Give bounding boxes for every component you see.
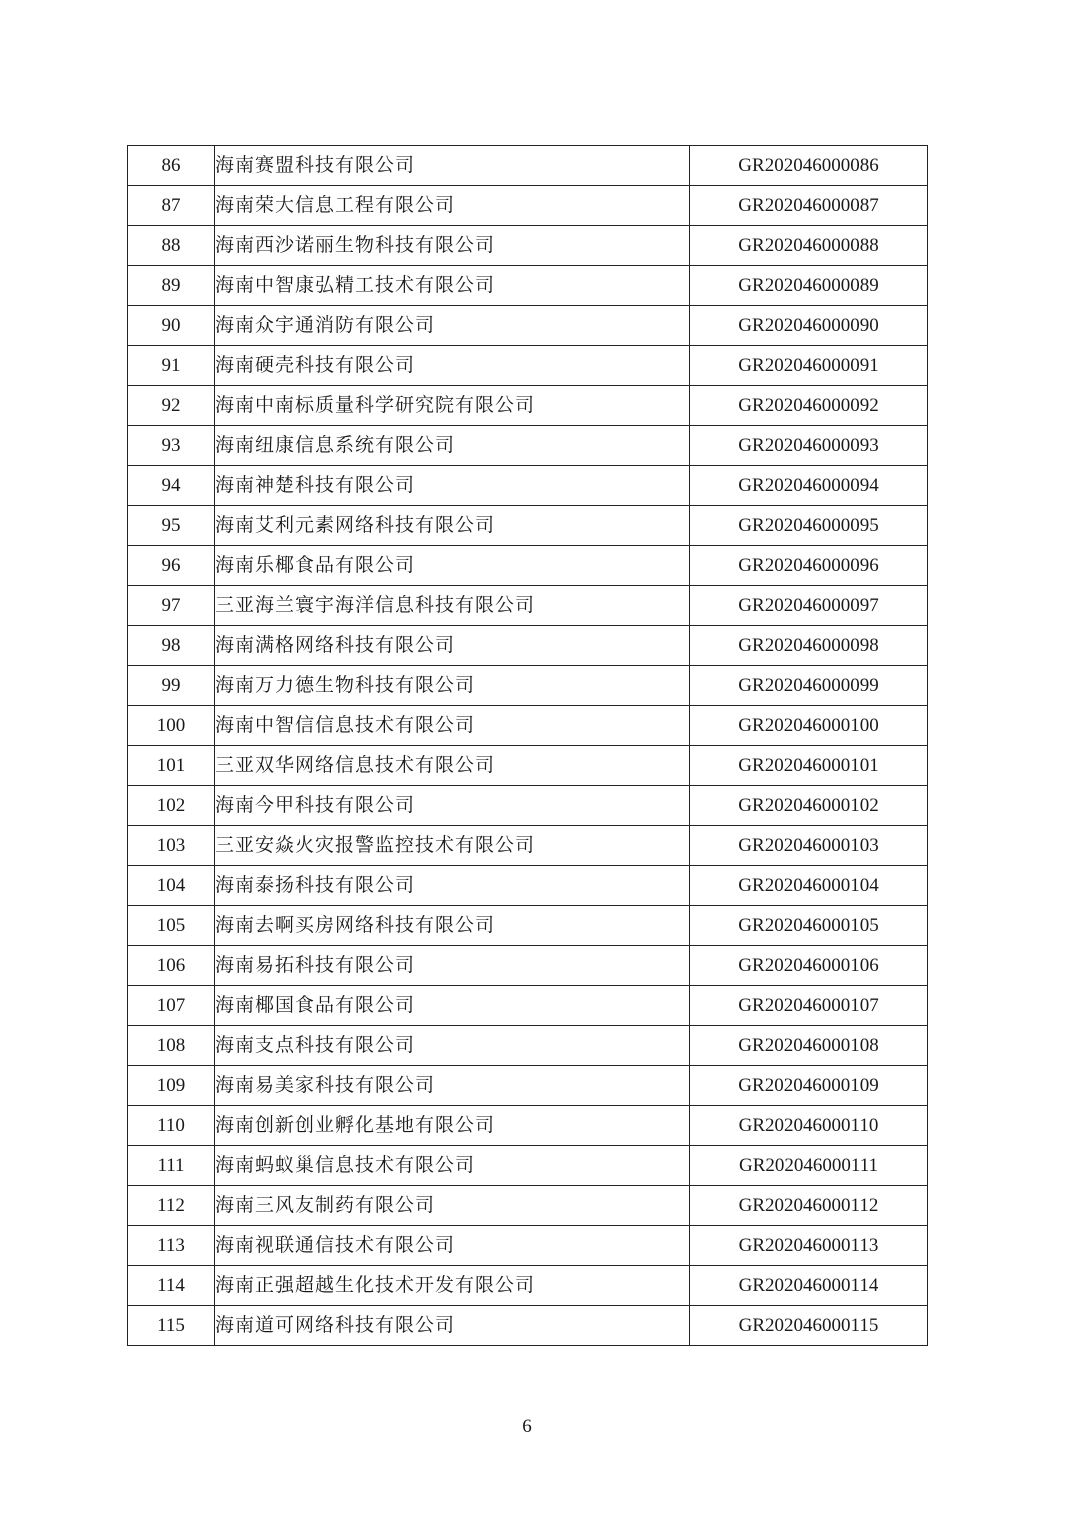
certificate-code: GR202046000114 (690, 1266, 928, 1306)
company-name: 海南万力德生物科技有限公司 (215, 666, 690, 706)
row-number: 103 (128, 826, 215, 866)
certificate-code: GR202046000102 (690, 786, 928, 826)
table-row (128, 546, 928, 586)
company-name: 海南中智康弘精工技术有限公司 (215, 266, 690, 306)
row-number: 113 (128, 1226, 215, 1266)
certificate-code: GR202046000098 (690, 626, 928, 666)
table-row (128, 506, 928, 546)
company-name: 海南艾利元素网络科技有限公司 (215, 506, 690, 546)
company-name: 海南去啊买房网络科技有限公司 (215, 906, 690, 946)
table-row (128, 706, 928, 746)
row-number: 94 (128, 466, 215, 506)
row-number: 99 (128, 666, 215, 706)
row-number: 90 (128, 306, 215, 346)
company-table (127, 145, 928, 1346)
company-name: 海南西沙诺丽生物科技有限公司 (215, 226, 690, 266)
table-row (128, 826, 928, 866)
company-name: 海南中南标质量科学研究院有限公司 (215, 386, 690, 426)
table-row (128, 226, 928, 266)
certificate-code: GR202046000104 (690, 866, 928, 906)
row-number: 95 (128, 506, 215, 546)
certificate-code: GR202046000094 (690, 466, 928, 506)
row-number: 89 (128, 266, 215, 306)
row-number: 104 (128, 866, 215, 906)
table-row (128, 666, 928, 706)
certificate-code: GR202046000086 (690, 146, 928, 186)
certificate-code: GR202046000089 (690, 266, 928, 306)
company-name: 海南硬壳科技有限公司 (215, 346, 690, 386)
certificate-code: GR202046000115 (690, 1306, 928, 1346)
company-name: 海南视联通信技术有限公司 (215, 1226, 690, 1266)
table-row (128, 466, 928, 506)
table-row (128, 906, 928, 946)
company-name: 海南易美家科技有限公司 (215, 1066, 690, 1106)
certificate-code: GR202046000106 (690, 946, 928, 986)
row-number: 98 (128, 626, 215, 666)
row-number: 115 (128, 1306, 215, 1346)
table-row (128, 1026, 928, 1066)
company-name: 海南荣大信息工程有限公司 (215, 186, 690, 226)
certificate-code: GR202046000091 (690, 346, 928, 386)
certificate-code: GR202046000108 (690, 1026, 928, 1066)
certificate-code: GR202046000105 (690, 906, 928, 946)
table-row (128, 186, 928, 226)
table-row (128, 746, 928, 786)
certificate-code: GR202046000092 (690, 386, 928, 426)
company-name: 海南支点科技有限公司 (215, 1026, 690, 1066)
company-name: 海南满格网络科技有限公司 (215, 626, 690, 666)
company-name: 海南创新创业孵化基地有限公司 (215, 1106, 690, 1146)
table-row (128, 1186, 928, 1226)
table-row (128, 786, 928, 826)
certificate-code: GR202046000088 (690, 226, 928, 266)
row-number: 114 (128, 1266, 215, 1306)
row-number: 106 (128, 946, 215, 986)
company-name: 海南正强超越生化技术开发有限公司 (215, 1266, 690, 1306)
company-name: 海南道可网络科技有限公司 (215, 1306, 690, 1346)
certificate-code: GR202046000097 (690, 586, 928, 626)
table-row (128, 346, 928, 386)
table-row (128, 1066, 928, 1106)
company-name: 海南神楚科技有限公司 (215, 466, 690, 506)
certificate-code: GR202046000099 (690, 666, 928, 706)
row-number: 108 (128, 1026, 215, 1066)
company-name: 海南赛盟科技有限公司 (215, 146, 690, 186)
table-row (128, 306, 928, 346)
table-row (128, 1146, 928, 1186)
row-number: 101 (128, 746, 215, 786)
row-number: 111 (128, 1146, 215, 1186)
certificate-code: GR202046000109 (690, 1066, 928, 1106)
certificate-code: GR202046000113 (690, 1226, 928, 1266)
row-number: 91 (128, 346, 215, 386)
company-name: 海南泰扬科技有限公司 (215, 866, 690, 906)
certificate-code: GR202046000093 (690, 426, 928, 466)
company-table-body (128, 146, 928, 1346)
company-name: 海南乐椰食品有限公司 (215, 546, 690, 586)
certificate-code: GR202046000103 (690, 826, 928, 866)
company-name: 海南三风友制药有限公司 (215, 1186, 690, 1226)
row-number: 86 (128, 146, 215, 186)
table-row (128, 586, 928, 626)
table-row (128, 866, 928, 906)
certificate-code: GR202046000107 (690, 986, 928, 1026)
table-row (128, 426, 928, 466)
table-row (128, 946, 928, 986)
company-name: 三亚双华网络信息技术有限公司 (215, 746, 690, 786)
row-number: 97 (128, 586, 215, 626)
table-row (128, 986, 928, 1026)
row-number: 93 (128, 426, 215, 466)
company-name: 三亚安焱火灾报警监控技术有限公司 (215, 826, 690, 866)
row-number: 107 (128, 986, 215, 1026)
company-name: 海南中智信信息技术有限公司 (215, 706, 690, 746)
row-number: 110 (128, 1106, 215, 1146)
certificate-code: GR202046000101 (690, 746, 928, 786)
company-name: 海南蚂蚁巢信息技术有限公司 (215, 1146, 690, 1186)
row-number: 87 (128, 186, 215, 226)
row-number: 92 (128, 386, 215, 426)
certificate-code: GR202046000096 (690, 546, 928, 586)
certificate-code: GR202046000095 (690, 506, 928, 546)
certificate-code: GR202046000110 (690, 1106, 928, 1146)
page-number: 6 (522, 1416, 532, 1437)
row-number: 88 (128, 226, 215, 266)
certificate-code: GR202046000112 (690, 1186, 928, 1226)
row-number: 105 (128, 906, 215, 946)
row-number: 96 (128, 546, 215, 586)
row-number: 112 (128, 1186, 215, 1226)
table-row (128, 1266, 928, 1306)
company-name: 海南众宇通消防有限公司 (215, 306, 690, 346)
company-name: 海南易拓科技有限公司 (215, 946, 690, 986)
certificate-code: GR202046000111 (690, 1146, 928, 1186)
table-row (128, 146, 928, 186)
certificate-code: GR202046000100 (690, 706, 928, 746)
row-number: 102 (128, 786, 215, 826)
row-number: 100 (128, 706, 215, 746)
company-name: 海南椰国食品有限公司 (215, 986, 690, 1026)
certificate-code: GR202046000090 (690, 306, 928, 346)
table-row (128, 1226, 928, 1266)
table-row (128, 266, 928, 306)
company-name: 三亚海兰寰宇海洋信息科技有限公司 (215, 586, 690, 626)
row-number: 109 (128, 1066, 215, 1106)
table-row (128, 386, 928, 426)
certificate-code: GR202046000087 (690, 186, 928, 226)
table-row (128, 1306, 928, 1346)
company-name: 海南今甲科技有限公司 (215, 786, 690, 826)
company-name: 海南纽康信息系统有限公司 (215, 426, 690, 466)
table-row (128, 1106, 928, 1146)
table-row (128, 626, 928, 666)
